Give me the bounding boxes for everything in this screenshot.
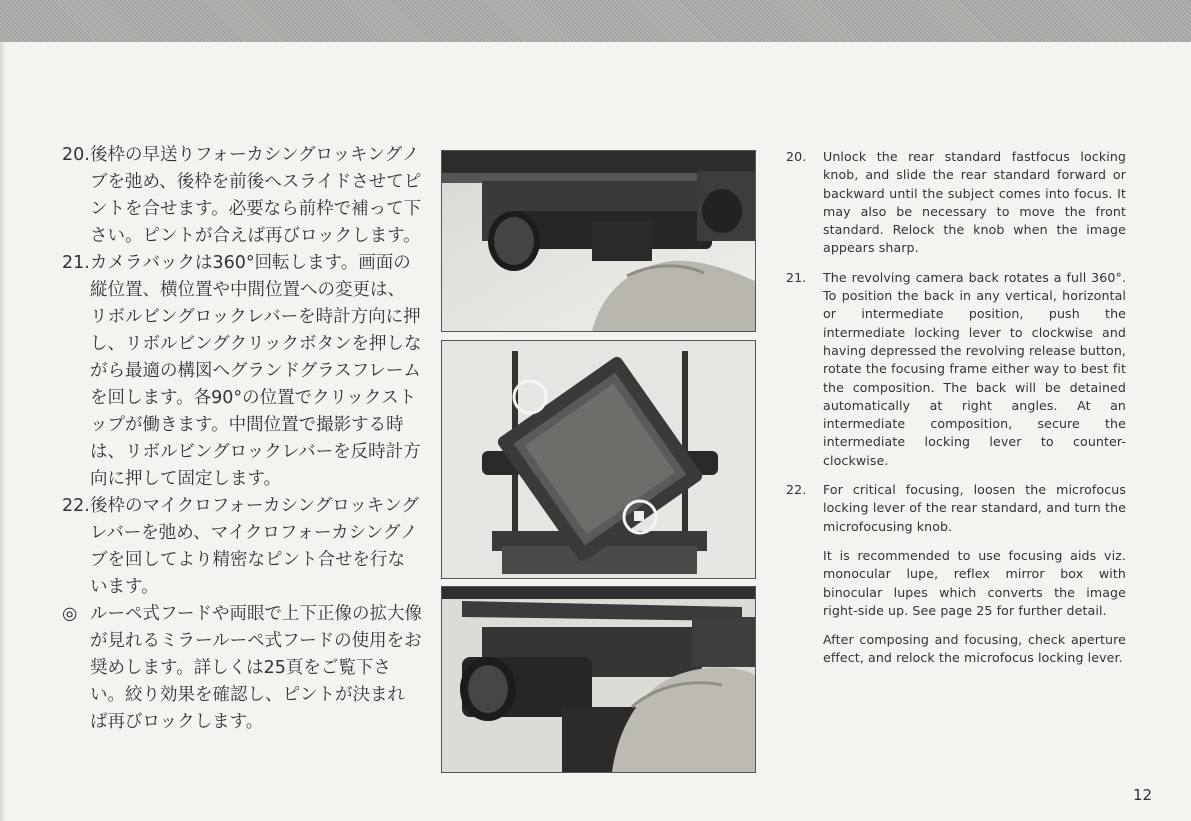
jp-step-20 <box>62 142 422 250</box>
en-step-20 <box>786 148 1126 258</box>
jp-step-text: カメラバックは360°回転します。画面の縦位置、横位置や中間位置への変更は、リボルビングロックレバーを時計方向に押し、リボルビングクリックボタンを押しながら最適の構図へグランドグラスフレームを回します。各90°の位置でクリックストップが働きます。中間位置で撮影する時は、リボルビングロックレバーを反時計方向に押して固定します。 <box>90 253 422 489</box>
top-header-band <box>0 0 1191 42</box>
en-step-number: 21. <box>786 269 807 285</box>
jp-note-text: ルーペ式フードや両眼で上下正像の拡大像が見れるミラールーペ式フードの使用をお奨めします。詳しくは25頁をご覧下さい。絞り効果を確認し、ピントが決まれば再びロックします。 <box>90 604 422 732</box>
page-number: 12 <box>1133 786 1153 804</box>
jp-note-mark: ◎ <box>62 604 78 624</box>
jp-note <box>62 601 422 736</box>
en-note-focusing-aids: It is recommended to use focusing aids viz. monocular lupe, reflex mirror box with binocular lupes which converts the image right-side up. See page 25 for further detail. <box>823 547 1126 618</box>
english-instructions <box>786 148 1126 679</box>
en-step-number: 20. <box>786 149 807 164</box>
en-step-text: For critical focusing, loosen the microfocus locking lever of the rear standard, and turn the microfocusing knob. <box>823 482 1126 534</box>
jp-step-number: 22. <box>62 496 90 516</box>
photo-microfocus-knob <box>441 586 756 773</box>
jp-step-22 <box>62 493 422 601</box>
jp-step-number: 20. <box>62 145 90 165</box>
en-step-text: Unlock the rear standard fastfocus locking knob, and slide the rear standard forward or backward until the subject comes into focus. It may also be necessary to move the front standard. Relock the knob when the image appears sharp. <box>823 149 1126 256</box>
photo-fastfocus-knob <box>441 150 756 332</box>
en-step-number: 22. <box>786 482 807 498</box>
page-gutter-shadow <box>0 42 6 821</box>
jp-step-number: 21. <box>62 253 90 273</box>
photo-revolving-back <box>441 340 756 579</box>
jp-step-text: 後枠の早送りフォーカシングロッキングノブを弛め、後枠を前後へスライドさせてピントを合せます。必要なら前枠で補って下さい。ピントが合えば再びロックします。 <box>90 145 422 246</box>
en-step-22 <box>786 481 1126 536</box>
en-note-relock: After composing and focusing, check aperture effect, and relock the microfocus locking lever. <box>823 632 1126 666</box>
jp-step-text: 後枠のマイクロフォーカシングロッキングレバーを弛め、マイクロフォーカシングノブを回してより精密なピント合せを行ないます。 <box>90 496 419 597</box>
en-step-21 <box>786 269 1126 470</box>
japanese-instructions <box>62 142 422 736</box>
jp-step-21 <box>62 250 422 493</box>
en-step-text: The revolving camera back rotates a full 360°. To position the back in any vertical, horizontal or intermediate position, push the intermediate locking lever to clockwise and having depressed the revolving release button, rotate the focusing frame either way to best fit the composition. The back will be detained automatically at right angles. At an intermediate composition, secure the intermediate locking lever to counter-clockwise. <box>823 269 1126 468</box>
